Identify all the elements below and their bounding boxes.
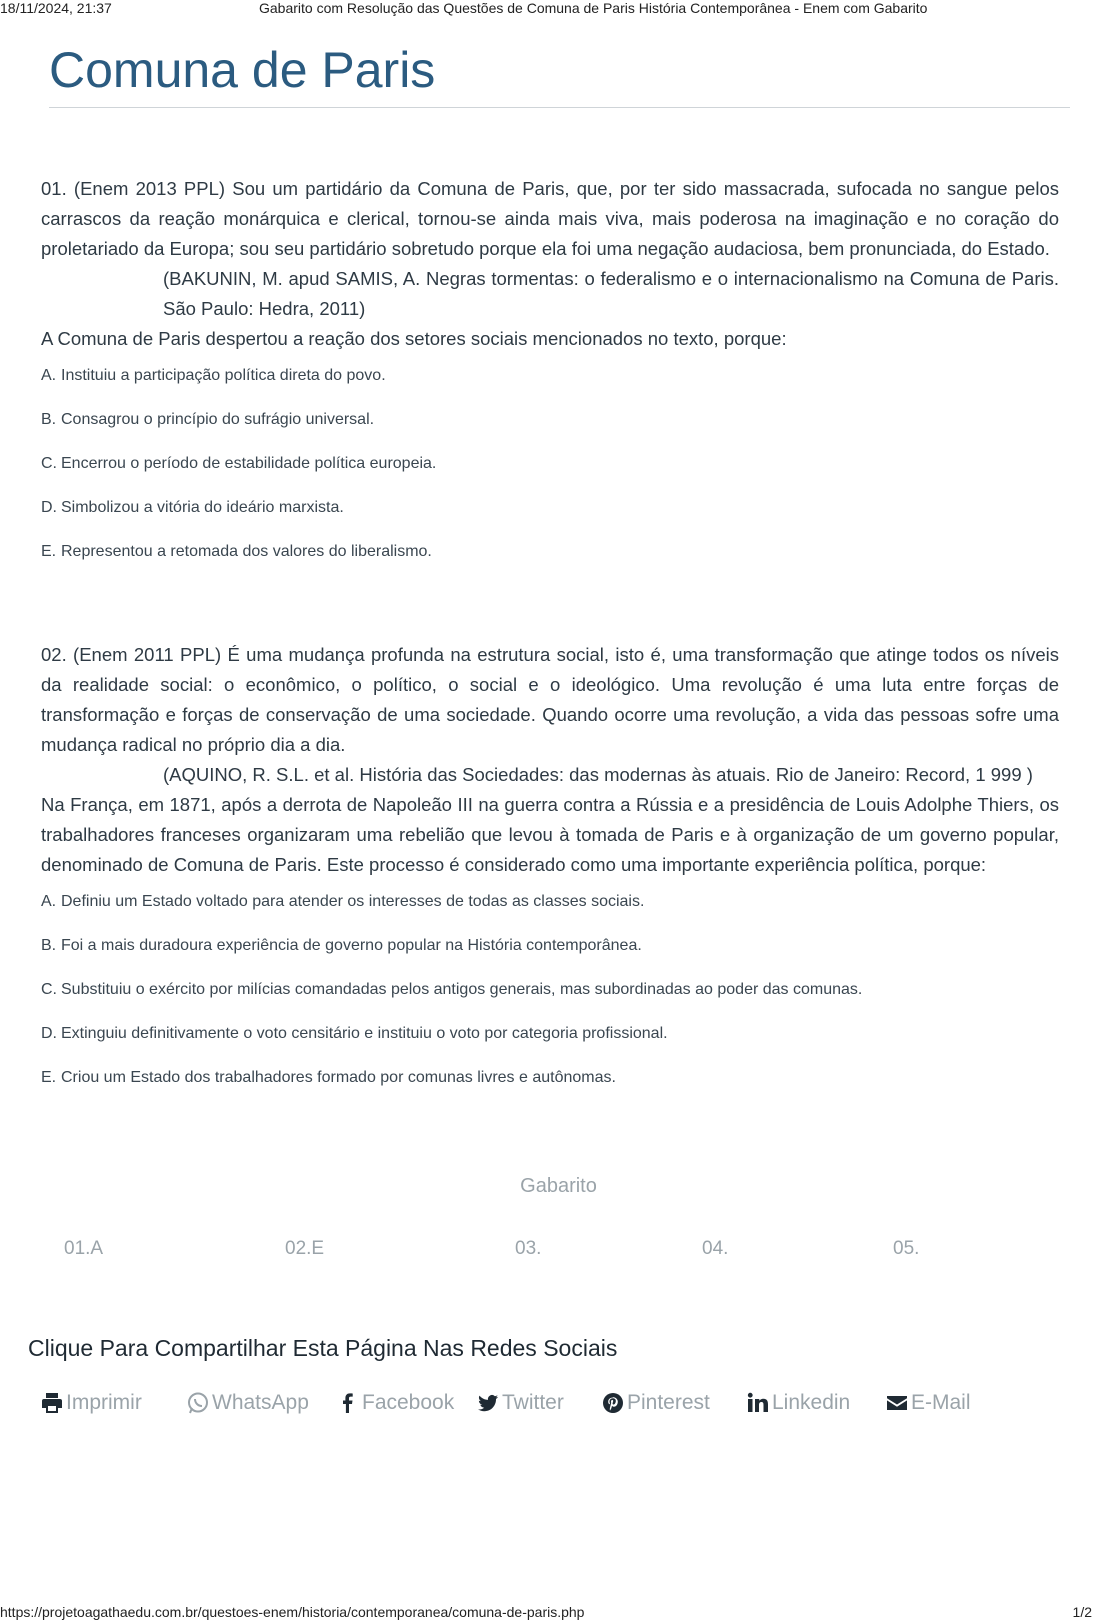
print-header	[0, 0, 1094, 18]
question-2	[41, 640, 1059, 1110]
option-c[interactable]	[41, 452, 1059, 496]
option-letter: C.	[41, 455, 57, 472]
answer-key-item: 02.E	[285, 1238, 325, 1259]
option-a[interactable]	[41, 364, 1059, 408]
option-text: Instituiu a participação política direta do povo.	[61, 367, 386, 384]
print-footer	[0, 1604, 1094, 1622]
print-url: https://projetoagathaedu.com.br/questoes-enem/historia/contemporanea/comuna-de-paris.php	[0, 1604, 585, 1620]
option-d[interactable]	[41, 1022, 1059, 1066]
option-d[interactable]	[41, 496, 1059, 540]
share-email-link[interactable]	[885, 1391, 971, 1415]
print-document-title: Gabarito com Resolução das Questões de Comuna de Paris História Contemporânea - Enem com Gabarito	[259, 0, 928, 16]
share-title: Clique Para Compartilhar Esta Página Nas Redes Sociais	[28, 1335, 618, 1361]
option-text: Consagrou o princípio do sufrágio universal.	[61, 411, 375, 428]
option-letter: B.	[41, 411, 57, 428]
answer-key-item: 01.A	[64, 1238, 104, 1259]
twitter-icon	[476, 1391, 502, 1415]
share-twitter-link[interactable]	[476, 1391, 564, 1415]
option-text: Simbolizou a vitória do ideário marxista.	[61, 499, 344, 516]
option-text: Substituiu o exército por milícias comandadas pelos antigos generais, mas subordinadas ao poder das comunas.	[61, 981, 863, 998]
print-date: 18/11/2024, 21:37	[0, 0, 112, 16]
option-letter: E.	[41, 1069, 57, 1086]
option-b[interactable]	[41, 408, 1059, 452]
option-a[interactable]	[41, 890, 1059, 934]
share-print-link[interactable]	[40, 1391, 142, 1415]
question-text: 02. (Enem 2011 PPL) É uma mudança profunda na estrutura social, isto é, uma transformação que atinge todos os níveis da realidade social: o econômico, o político, o social e o ideológico. Uma revolução é uma luta entre forças de transformação e forças de conservação de uma sociedade. Quando ocorre uma revolução, a vida das pessoas sofre uma mudança radical no próprio dia a dia.	[41, 644, 1059, 755]
share-label: Pinterest	[627, 1391, 710, 1414]
share-label: E-Mail	[911, 1391, 971, 1414]
question-source: (BAKUNIN, M. apud SAMIS, A. Negras tormentas: o federalismo e o internacionalismo na Comuna de Paris. São Paulo: Hedra, 2011)	[163, 268, 1059, 319]
answer-key-item: 03.	[515, 1238, 542, 1259]
option-letter: B.	[41, 937, 57, 954]
pinterest-icon	[601, 1391, 627, 1415]
option-letter: E.	[41, 543, 57, 560]
title-divider	[49, 107, 1070, 108]
option-letter: C.	[41, 981, 57, 998]
page-title: Comuna de Paris	[49, 42, 436, 98]
option-text: Extinguiu definitivamente o voto censitário e instituiu o voto por categoria profissional.	[61, 1025, 668, 1042]
share-label: Twitter	[502, 1391, 564, 1414]
question-source: (AQUINO, R. S.L. et al. História das Sociedades: das modernas às atuais. Rio de Janeiro: Record, 1 999 )	[163, 764, 1033, 785]
question-text: 01. (Enem 2013 PPL) Sou um partidário da Comuna de Paris, que, por ter sido massacrada, sufocada no sangue pelos carrascos da reação monárquica e clerical, tornou-se ainda mais viva, mais poderosa na imaginação e no coração do proletariado da Europa; sou seu partidário sobretudo porque ela foi uma negação audaciosa, bem pronunciada, do Estado.	[41, 178, 1059, 259]
share-whatsapp-link[interactable]	[186, 1391, 309, 1415]
gabarito-title: Gabarito	[520, 1175, 597, 1197]
option-text: Encerrou o período de estabilidade política europeia.	[61, 455, 437, 472]
option-letter: A.	[41, 367, 57, 384]
question-1	[41, 174, 1059, 584]
whatsapp-icon	[186, 1391, 212, 1415]
option-text: Criou um Estado dos trabalhadores formado por comunas livres e autônomas.	[61, 1069, 616, 1086]
option-text: Representou a retomada dos valores do liberalismo.	[61, 543, 432, 560]
option-e[interactable]	[41, 1066, 1059, 1110]
option-c[interactable]	[41, 978, 1059, 1022]
share-pinterest-link[interactable]	[601, 1391, 710, 1415]
question-prompt: Na França, em 1871, após a derrota de Napoleão III na guerra contra a Rússia e a presidência de Louis Adolphe Thiers, os trabalhadores franceses organizaram uma rebelião que levou à tomada de Paris e à organização de um governo popular, denominado de Comuna de Paris. Este processo é considerado como uma importante experiência política, porque:	[41, 794, 1059, 875]
share-label: Imprimir	[66, 1391, 142, 1414]
answer-key	[0, 1238, 1094, 1268]
answer-key-item: 05.	[893, 1238, 920, 1259]
option-text: Foi a mais duradoura experiência de governo popular na História contemporânea.	[61, 937, 642, 954]
option-letter: D.	[41, 1025, 57, 1042]
option-letter: A.	[41, 893, 57, 910]
page-number: 1/2	[1072, 1604, 1092, 1620]
linkedin-icon	[746, 1391, 772, 1415]
email-icon	[885, 1391, 911, 1415]
question-prompt: A Comuna de Paris despertou a reação dos setores sociais mencionados no texto, porque:	[41, 328, 787, 349]
share-linkedin-link[interactable]	[746, 1391, 850, 1415]
facebook-icon	[336, 1391, 362, 1415]
answer-options	[41, 364, 1059, 584]
share-facebook-link[interactable]	[336, 1391, 454, 1415]
option-text: Definiu um Estado voltado para atender os interesses de todas as classes sociais.	[61, 893, 645, 910]
option-e[interactable]	[41, 540, 1059, 584]
share-label: Linkedin	[772, 1391, 851, 1414]
share-label: WhatsApp	[212, 1391, 309, 1414]
option-b[interactable]	[41, 934, 1059, 978]
share-label: Facebook	[362, 1391, 455, 1414]
print-icon	[40, 1391, 66, 1415]
answer-options	[41, 890, 1059, 1110]
option-letter: D.	[41, 499, 57, 516]
answer-key-item: 04.	[702, 1238, 729, 1259]
